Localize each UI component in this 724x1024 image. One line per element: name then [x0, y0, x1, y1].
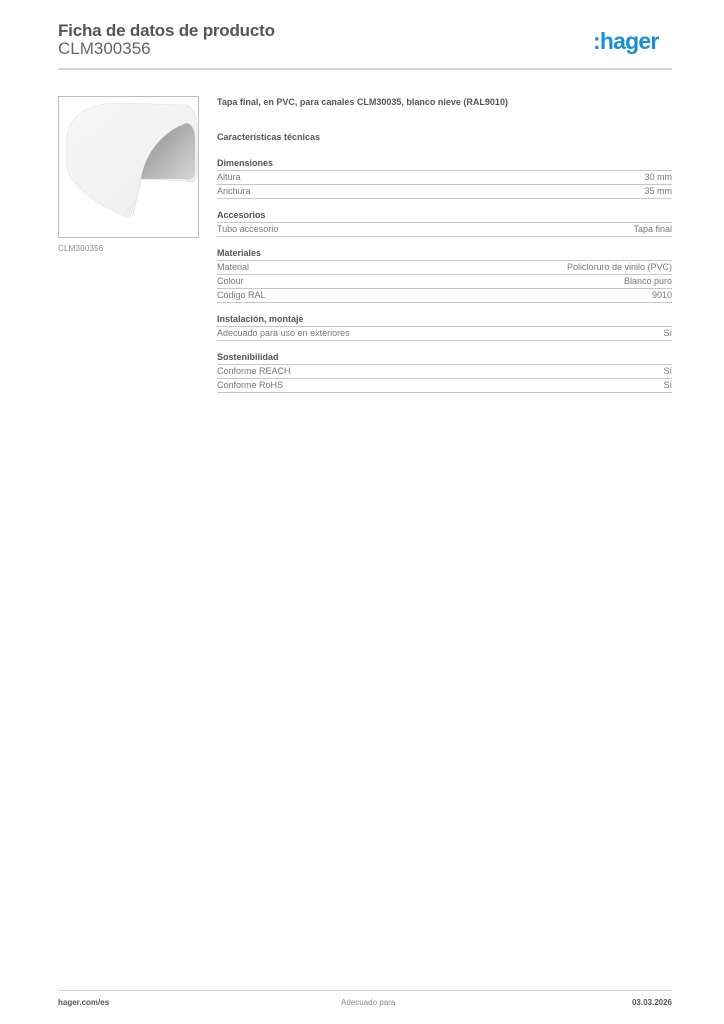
product-image-caption: CLM300356 [58, 244, 104, 253]
specifications [217, 96, 672, 393]
spec-row [217, 327, 672, 341]
section-title: Materiales [217, 247, 672, 261]
section-installation [217, 313, 672, 341]
page-title: Ficha de datos de producto [58, 21, 275, 40]
spec-value: Sí [663, 366, 672, 376]
spec-value: Sí [663, 328, 672, 338]
footer-divider [58, 990, 672, 991]
spec-row [217, 275, 672, 289]
spec-row [217, 365, 672, 379]
spec-row [217, 289, 672, 303]
spec-row [217, 379, 672, 393]
spec-row [217, 223, 672, 237]
spec-value: Tapa final [633, 224, 672, 234]
spec-label: Colour [217, 276, 244, 286]
footer-website[interactable]: hager.com/es [58, 998, 110, 1007]
spec-label: Código RAL [217, 290, 266, 300]
spec-value: 30 mm [644, 172, 672, 182]
spec-value: Policloruro de vinilo (PVC) [566, 262, 672, 272]
hager-logo: :hager [593, 28, 659, 54]
spec-label: Altura [217, 172, 241, 182]
section-sustainability [217, 351, 672, 393]
section-title: Sostenibilidad [217, 351, 672, 365]
spec-label: Conforme REACH [217, 366, 291, 376]
spec-value: 9010 [651, 290, 672, 300]
spec-value: Sí [663, 380, 672, 390]
footer-date: 03.03.2026 [631, 998, 672, 1007]
section-title: Dimensiones [217, 157, 672, 171]
technical-characteristics-title: Características técnicas [217, 132, 321, 142]
section-accessories [217, 209, 672, 237]
product-code: CLM300356 [58, 39, 151, 58]
spec-row [217, 185, 672, 199]
spec-row [217, 261, 672, 275]
section-dimensions [217, 157, 672, 199]
footer-note: Adecuado para [341, 998, 396, 1007]
section-title: Accesorios [217, 209, 672, 223]
product-description: Tapa final, en PVC, para canales CLM30035, blanco nieve (RAL9010) [217, 97, 508, 107]
section-materials [217, 247, 672, 303]
spec-value: 35 mm [644, 186, 672, 196]
header-divider [58, 68, 672, 70]
spec-row [217, 171, 672, 185]
spec-label: Tubo accesorio [217, 224, 279, 234]
section-title: Instalación, montaje [217, 313, 672, 327]
spec-value: Blanco puro [623, 276, 672, 286]
spec-label: Adecuado para uso en exteriores [217, 328, 350, 338]
spec-label: Anchura [217, 186, 251, 196]
spec-label: Material [217, 262, 250, 272]
product-image [58, 96, 199, 238]
end-cap-product-icon [59, 97, 199, 238]
spec-label: Conforme RoHS [217, 380, 284, 390]
